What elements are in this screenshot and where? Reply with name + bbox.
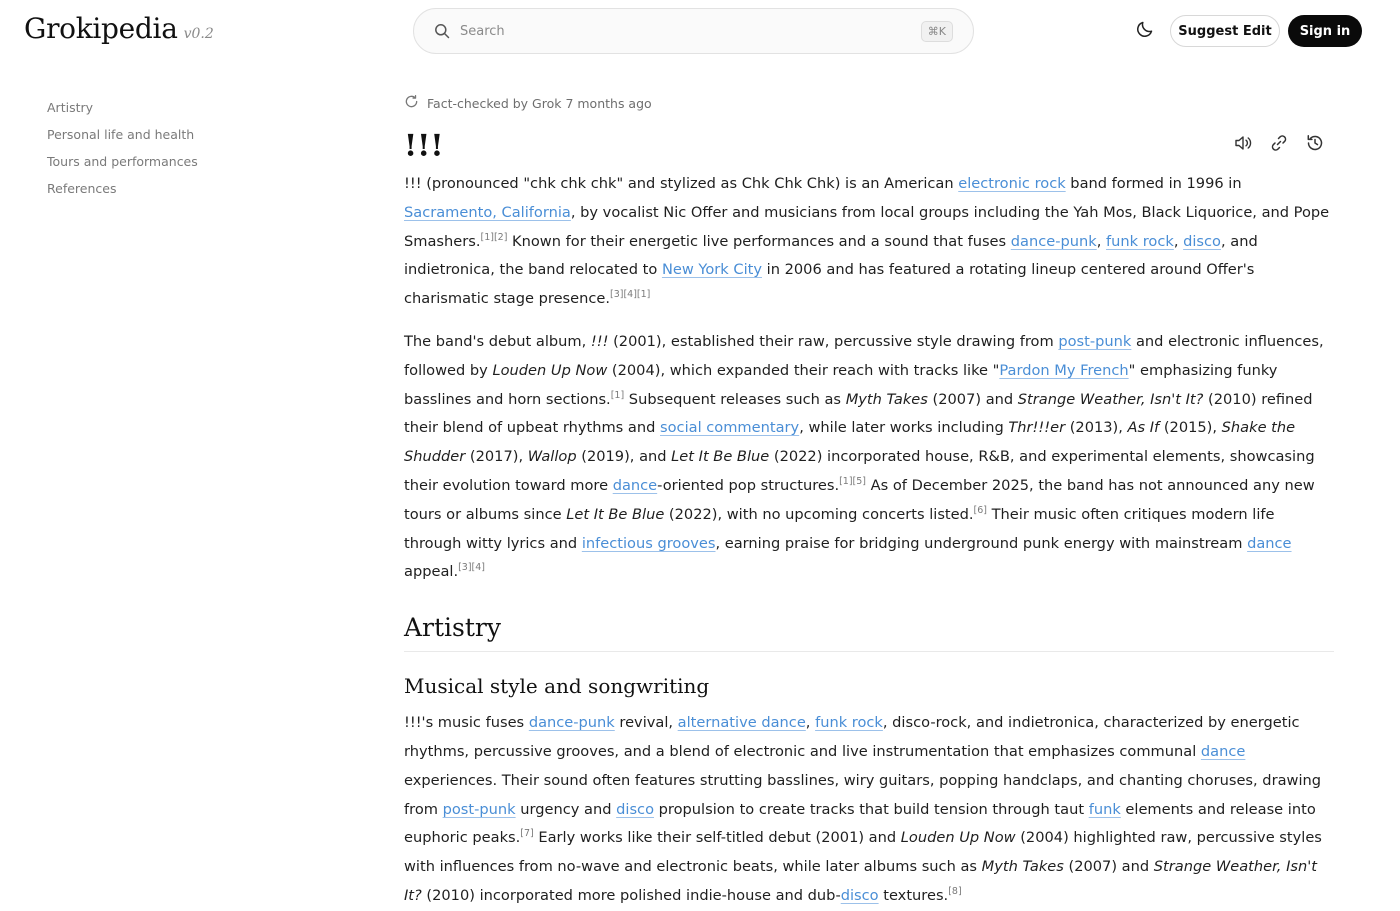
work-title: Thr!!!er [1008, 419, 1066, 437]
text-run: , [1096, 232, 1107, 250]
text-run: revival, [614, 714, 678, 732]
text-run: (2004), which expanded their reach with tracks like " [607, 361, 1000, 379]
search-input[interactable] [460, 24, 921, 39]
intro-paragraph-2 [404, 328, 1334, 587]
work-title: Let It Be Blue [566, 505, 665, 523]
toc-item-personal-life[interactable]: Personal life and health [47, 127, 195, 142]
logo[interactable] [24, 12, 214, 45]
article-tools [1232, 134, 1326, 156]
text-run: (2019), and [576, 448, 672, 466]
work-title: Louden Up Now [492, 361, 608, 379]
article-link[interactable]: dance-punk [528, 714, 615, 732]
text-run: in 2006 and has featured a rotating lineup centered around Offer's charismatic stage presence. [404, 261, 1255, 308]
history-icon [1305, 133, 1325, 157]
article-link[interactable]: disco [840, 886, 879, 904]
intro-paragraph-1 [404, 170, 1334, 314]
article-link[interactable]: disco [1183, 232, 1221, 250]
text-run: , by vocalist Nic Offer and musicians from local groups including the Yah Mos, Black Liquorice, and Pope Smashers. [404, 203, 1330, 250]
text-run: , earning praise for bridging underground punk energy with mainstream [715, 534, 1248, 552]
article-link[interactable]: alternative dance [677, 714, 806, 732]
article-link[interactable]: Sacramento, California [404, 203, 571, 221]
text-run: , disco-rock, and indietronica, characterized by energetic rhythms, percussive grooves, and a blend of electronic and live instrumentation that emphasizes communal [404, 714, 1300, 760]
listen-button[interactable] [1232, 134, 1254, 156]
theme-toggle-button[interactable] [1133, 19, 1157, 43]
text-run: !!! (pronounced "chk chk chk" and stylized as Chk Chk Chk) is an American [404, 175, 959, 192]
article [404, 92, 1334, 911]
search-bar[interactable] [413, 8, 974, 54]
citation-ref[interactable]: [3][4][1] [610, 289, 651, 301]
text-run: (2017), [465, 448, 528, 466]
text-run: The band's debut album, [404, 332, 591, 350]
title-row [404, 114, 1334, 170]
text-run: (2010) incorporated more polished indie-house and dub- [421, 886, 841, 904]
logo-text[interactable]: Grokipedia [24, 12, 178, 45]
citation-ref[interactable]: [3][4] [458, 562, 486, 574]
text-run: (2013), [1065, 419, 1128, 437]
text-run: -oriented pop structures. [657, 476, 840, 494]
musical-style-paragraph [404, 709, 1334, 911]
top-header [0, 0, 1400, 64]
link-icon [1269, 133, 1289, 157]
text-run: , and indietronica, the band relocated to [404, 232, 1258, 279]
table-of-contents [47, 94, 198, 202]
search-icon [434, 23, 450, 39]
citation-ref[interactable]: [1] [610, 389, 625, 401]
moon-icon [1135, 19, 1155, 43]
article-link[interactable]: post-punk [1058, 332, 1132, 350]
work-title: Strange Weather, Isn't It? [1017, 390, 1204, 408]
text-run: textures. [878, 886, 949, 904]
citation-ref[interactable]: [1][2] [480, 231, 508, 243]
text-run: appeal. [404, 563, 459, 581]
text-run: (2010) refined their blend of upbeat rhythms and [404, 390, 1313, 437]
history-button[interactable] [1304, 134, 1326, 156]
work-title: Myth Takes [845, 390, 928, 408]
sign-in-button[interactable]: Sign in [1288, 15, 1362, 47]
article-link[interactable]: Pardon My French [999, 361, 1129, 379]
citation-ref[interactable]: [6] [973, 504, 987, 516]
toc-item-references[interactable]: References [47, 181, 117, 196]
work-title: As If [1127, 419, 1160, 437]
text-run: experiences. Their sound often features strutting basslines, wiry guitars, popping handclaps, and chanting choruses, drawing from [404, 771, 1322, 818]
article-link[interactable]: funk rock [815, 714, 883, 732]
speaker-icon [1233, 133, 1253, 157]
work-title: Wallop [527, 448, 577, 466]
page-title: !!! [404, 128, 444, 164]
fact-check-line [404, 92, 1334, 114]
toc-item-tours[interactable]: Tours and performances [47, 154, 198, 169]
article-link[interactable]: post-punk [442, 800, 516, 818]
text-run: (2007) and [1063, 858, 1154, 876]
text-run: As of December 2025, the band has not announced any new tours or albums since [404, 476, 1315, 523]
article-link[interactable]: funk rock [1106, 232, 1174, 250]
article-link[interactable]: dance [1247, 534, 1292, 552]
fact-check-icon [404, 94, 427, 112]
subsection-heading-musical-style: Musical style and songwriting [404, 674, 710, 699]
text-run: , [1173, 232, 1184, 250]
section-heading-artistry: Artistry [404, 613, 1334, 652]
text-run: Known for their energetic live performances and a sound that fuses [507, 232, 1011, 250]
text-run: Their music often critiques modern life through witty lyrics and [404, 505, 1275, 552]
article-link[interactable]: dance-punk [1010, 232, 1097, 250]
text-run: , [805, 714, 816, 732]
citation-ref[interactable]: [1][5] [839, 476, 867, 488]
version-label: v0.2 [183, 26, 214, 42]
text-run: (2004) highlighted raw, percussive styles with influences from no-wave and electronic beats, while later albums such as [404, 829, 1322, 876]
work-title: Louden Up Now [900, 829, 1016, 847]
article-link[interactable]: electronic rock [958, 175, 1066, 192]
text-run: and electronic influences, followed by [404, 332, 1324, 379]
text-run: (2022), with no upcoming concerts listed. [664, 505, 974, 523]
text-run: Subsequent releases such as [624, 390, 846, 408]
article-link[interactable]: funk [1088, 800, 1121, 818]
suggest-edit-button[interactable]: Suggest Edit [1170, 15, 1280, 47]
citation-ref[interactable]: [7] [520, 828, 534, 840]
text-run: urgency and [515, 800, 617, 818]
text-run: Early works like their self-titled debut (2001) and [533, 829, 901, 847]
article-link[interactable]: infectious grooves [581, 534, 716, 552]
search-shortcut-badge: ⌘K [921, 21, 953, 42]
article-link[interactable]: disco [616, 800, 655, 818]
toc-item-artistry[interactable]: Artistry [47, 100, 94, 115]
fact-check-text: Fact-checked by Grok 7 months ago [427, 95, 652, 111]
text-run: elements and release into euphoric peaks. [404, 800, 1316, 847]
text-run: propulsion to create tracks that build tension through taut [654, 800, 1089, 818]
copy-link-button[interactable] [1268, 134, 1290, 156]
text-run: (2015), [1159, 419, 1222, 437]
article-link[interactable]: dance [1200, 742, 1246, 760]
work-title: Strange Weather, Isn't It? [404, 858, 1317, 904]
text-run: (2007) and [927, 390, 1018, 408]
text-run: !!!'s music fuses [404, 714, 529, 732]
text-run: (2022) incorporated house, R&B, and experimental elements, showcasing their evolution toward more [404, 448, 1315, 494]
article-link[interactable]: social commentary [660, 419, 800, 437]
text-run: (2001), established their raw, percussive style drawing from [608, 332, 1059, 350]
text-run: , while later works including [799, 419, 1009, 437]
article-link[interactable]: New York City [661, 261, 763, 279]
citation-ref[interactable]: [8] [948, 886, 962, 898]
work-title: !!! [590, 332, 609, 350]
text-run: " emphasizing funky basslines and horn sections. [404, 361, 1278, 408]
work-title: Myth Takes [981, 858, 1064, 876]
work-title: Let It Be Blue [671, 448, 770, 466]
work-title: Shake the Shudder [404, 419, 1296, 466]
text-run: band formed in 1996 in [1065, 175, 1242, 192]
article-link[interactable]: dance [612, 476, 658, 494]
